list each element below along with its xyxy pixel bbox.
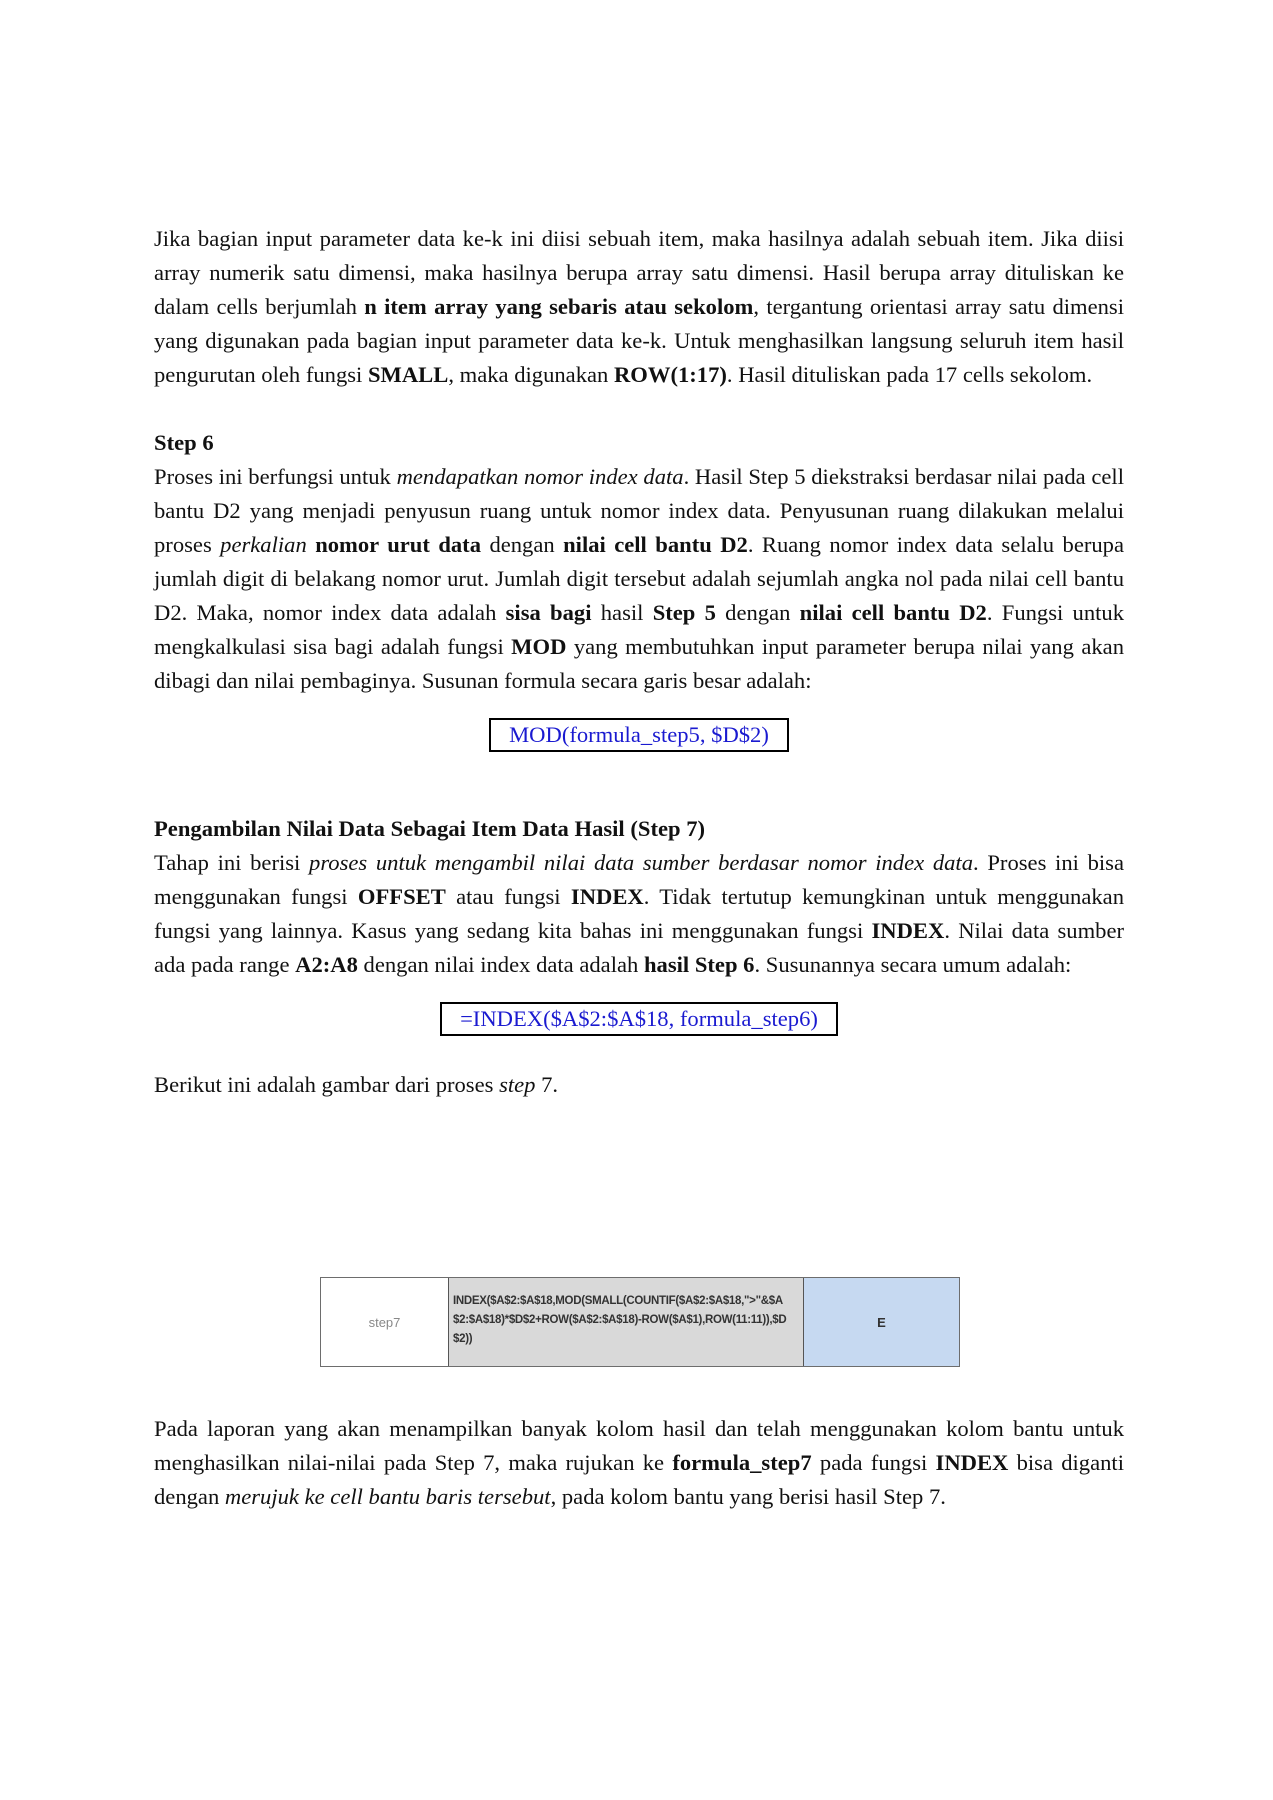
step6-heading: Step 6	[154, 430, 214, 455]
formula-block-step7	[154, 1002, 1124, 1036]
spacer	[154, 698, 1124, 718]
step7-paragraph: Tahap ini berisi proses untuk mengambil nilai data sumber berdasar nomor index data. Proses ini bisa menggunakan fungsi OFFSET atau fungsi INDEX. Tidak tertutup kemungkinan untuk menggunakan fungsi yang lainnya. Kasus yang sedang kita bahas ini menggunakan fungsi INDEX. Nilai data sumber ada pada range A2:A8 dengan nilai index data adalah hasil Step 6. Susunannya secara umum adalah:	[154, 850, 1125, 977]
spacer	[154, 1036, 1124, 1068]
formula-box-mod: MOD(formula_step5, $D$2)	[489, 718, 789, 752]
step6-paragraph: Proses ini berfungsi untuk mendapatkan nomor index data. Hasil Step 5 diekstraksi berdasar nilai pada cell bantu D2 yang menjadi penyusun ruang untuk nomor index data. Penyusunan ruang dilakukan melalui proses perkalian nomor urut data dengan nilai cell bantu D2. Ruang nomor index data selalu berupa jumlah digit di belakang nomor urut. Jumlah digit tersebut adalah sejumlah angka nol pada nilai cell bantu D2. Maka, nomor index data adalah sisa bagi hasil Step 5 dengan nilai cell bantu D2. Fungsi untuk mengkalkulasi sisa bagi adalah fungsi MOD yang membutuhkan input parameter berupa nilai yang akan dibagi dan nilai pembaginya. Susunan formula secara garis besar adalah:	[154, 464, 1124, 693]
step7-heading: Pengambilan Nilai Data Sebagai Item Data Hasil (Step 7)	[154, 816, 706, 841]
closing-section	[154, 1412, 1124, 1514]
closing-paragraph: Pada laporan yang akan menampilkan banyak kolom hasil dan telah menggunakan kolom bantu untuk menghasilkan nilai-nilai pada Step 7, maka rujukan ke formula_step7 pada fungsi INDEX bisa diganti dengan merujuk ke cell bantu baris tersebut, pada kolom bantu yang berisi hasil Step 7.	[154, 1416, 1124, 1509]
spacer	[154, 982, 1124, 1002]
figure-intro: Berikut ini adalah gambar dari proses step 7.	[154, 1072, 559, 1097]
sheet-cell-result: E	[804, 1278, 959, 1366]
intro-paragraph: Jika bagian input parameter data ke-k ini diisi sebuah item, maka hasilnya adalah sebuah item. Jika diisi array numerik satu dimensi, maka hasilnya berupa array satu dimensi. Hasil berupa array dituliskan ke dalam cells berjumlah n item array yang sebaris atau sekolom, tergantung orientasi array satu dimensi yang digunakan pada bagian input parameter data ke-k. Untuk menghasilkan langsung seluruh item hasil pengurutan oleh fungsi SMALL, maka digunakan ROW(1:17). Hasil dituliskan pada 17 cells sekolom.	[154, 226, 1124, 387]
emphasis-n-item-array: n item array yang sebaris atau sekolom	[364, 294, 754, 319]
formula-box-index: =INDEX($A$2:$A$18, formula_step6)	[440, 1002, 838, 1036]
spacer	[154, 392, 1124, 426]
emphasis-small: SMALL	[367, 362, 449, 387]
spacer	[154, 752, 1124, 812]
formula-block-step6	[154, 718, 1124, 752]
emphasis-row: ROW(1:17)	[613, 362, 727, 387]
sheet-cell-label: step7	[321, 1278, 449, 1366]
document-page	[154, 222, 1124, 1102]
spreadsheet-figure	[320, 1277, 960, 1367]
sheet-cell-formula: INDEX($A$2:$A$18,MOD(SMALL(COUNTIF($A$2:$A$18,">"&$A$2:$A$18)*$D$2+ROW($A$2:$A$18)-ROW($A$1),ROW(11:11)),$D$2))	[449, 1278, 804, 1366]
